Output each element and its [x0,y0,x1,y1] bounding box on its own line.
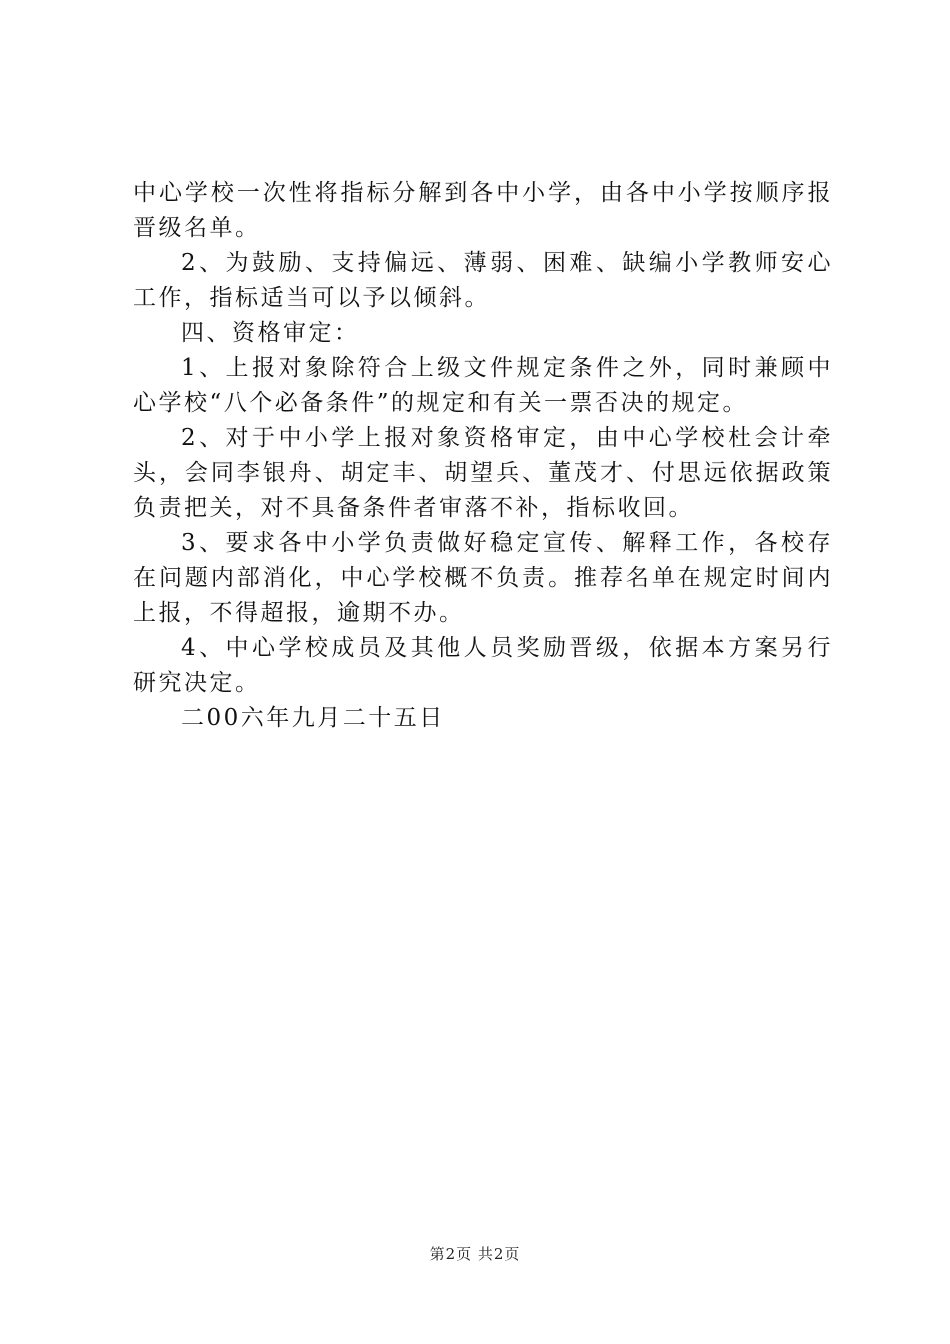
section-heading-qualification: 四、资格审定： [181,320,360,346]
page-footer [0,1244,950,1264]
document-body [133,176,833,736]
paragraph-item-1-conditions: 1、上报对象除符合上级文件规定条件之外，同时兼顾中心学校“八个必备条件”的规定和有关一票否决的规定。 [133,355,833,416]
paragraph-continuation: 中心学校一次性将指标分解到各中小学，由各中小学按顺序报晋级名单。 [133,180,833,241]
paragraph-item-2-tilt: 2、为鼓励、支持偏远、薄弱、困难、缺编小学教师安心工作，指标适当可以予以倾斜。 [133,250,833,311]
paragraph-item-2-review: 2、对于中小学上报对象资格审定，由中心学校杜会计牵头，会同李银舟、胡定丰、胡望兵、董茂才、付思远依据政策负责把关，对不具备条件者审落不补，指标收回。 [133,425,833,521]
paragraph-item-4-members: 4、中心学校成员及其他人员奖励晋级，依据本方案另行研究决定。 [133,635,833,696]
page-number-label: 第2页 共2页 [429,1245,521,1263]
paragraph-item-3-publicity: 3、要求各中小学负责做好稳定宣传、解释工作，各校存在问题内部消化，中心学校概不负责。推荐名单在规定时间内上报，不得超报，逾期不办。 [133,530,833,626]
document-date: 二00六年九月二十五日 [181,705,445,731]
